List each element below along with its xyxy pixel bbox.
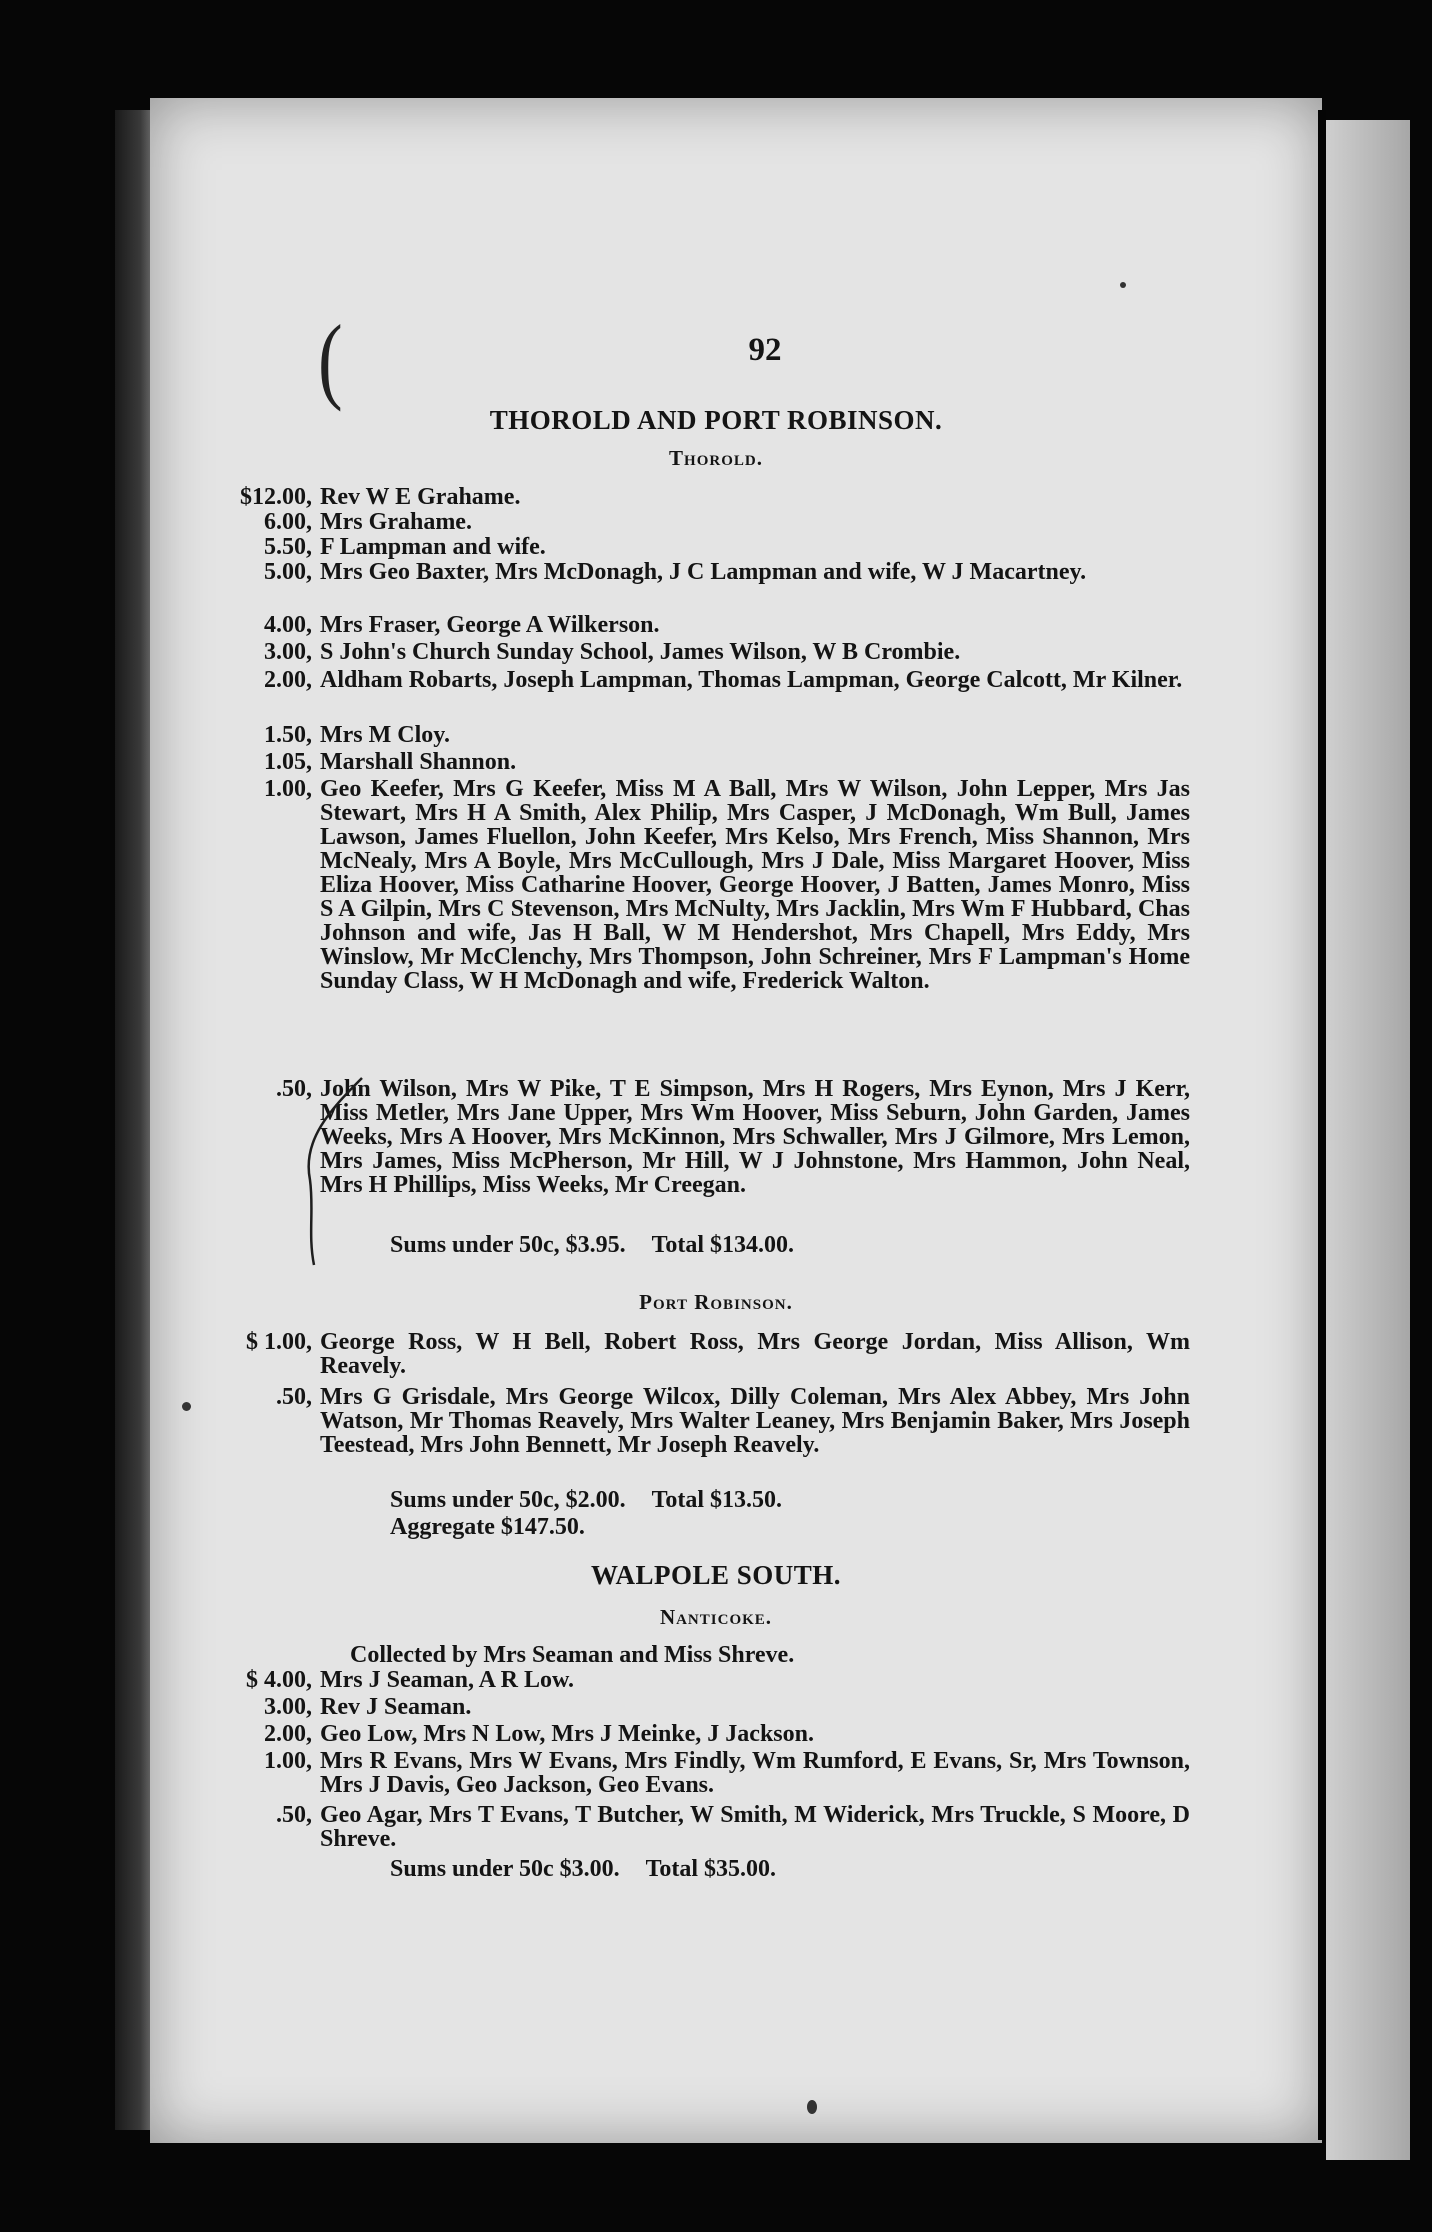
entry-amount: 2.00, (264, 1721, 312, 1747)
walpole-totals (390, 1856, 802, 1883)
list-item (264, 612, 1190, 638)
list-item (276, 1384, 1190, 1458)
walpole-title: WALPOLE SOUTH. (590, 1560, 842, 1590)
entry-names: S John's Church Sunday School, James Wilson, W B Crombie. (320, 639, 961, 665)
entry-amount: 1.00, (264, 776, 312, 802)
list-item (246, 1667, 1190, 1693)
entry-names: Mrs Geo Baxter, Mrs McDonagh, J C Lampman and wife, W J Macartney. (320, 559, 1087, 585)
sums-under: Sums under 50c, $3.95. (390, 1232, 626, 1258)
list-item (240, 484, 1190, 510)
entry-amount: 3.00, (264, 1694, 312, 1720)
thorold-totals (390, 1232, 820, 1259)
list-item (264, 776, 1190, 994)
entry-amount: 1.00, (264, 1748, 312, 1774)
list-item (264, 1721, 1190, 1747)
entry-amount: 5.50, (264, 534, 312, 560)
entry-names: Geo Low, Mrs N Low, Mrs J Meinke, J Jackson. (320, 1721, 814, 1747)
entry-names: Mrs G Grisdale, Mrs George Wilcox, Dilly Coleman, Mrs Alex Abbey, Mrs John Watson, Mr Thomas Reavely, Mrs Walter Leaney, Mrs Benjamin Baker, Mrs Joseph Teestead, Mrs John Bennett, Mr Joseph Reavely. (320, 1384, 1190, 1458)
entry-names: Rev W E Grahame. (320, 484, 521, 510)
entry-amount: 1.50, (264, 722, 312, 748)
port-robinson-heading: Port Robinson. (639, 1290, 793, 1314)
entry-amount: .50, (276, 1384, 312, 1410)
scan-speck (807, 2100, 817, 2114)
entry-names: Aldham Robarts, Joseph Lampman, Thomas Lampman, George Calcott, Mr Kilner. (320, 667, 1183, 693)
entry-names: Geo Keefer, Mrs G Keefer, Miss M A Ball, Mrs W Wilson, John Lepper, Mrs Jas Stewart, Mrs H A Smith, Alex Philip, Mrs Casper, J McDonagh, Wm Bull, James Lawson, James Fluellon, John Keefer, Mrs Kelso, Mrs French, Miss Shannon, Mrs McNealy, Mrs A Boyle, Mrs McCullough, Mrs J Dale, Miss Margaret Hoover, Miss Eliza Hoover, Miss Catharine Hoover, George Hoover, J Batten, James Monro, Miss S A Gilpin, Mrs C Stevenson, Mrs McNulty, Mrs Jacklin, Mrs Wm F Hubbard, Chas Johnson and wife, Jas H Ball, W M Hendershot, Mrs Chapell, Mrs Eddy, Mrs Winslow, Mr McClenchy, Mrs Thompson, John Schreiner, Mrs F Lampman's Home Sunday Class, W H McDonagh and wife, Frederick Walton. (320, 776, 1190, 994)
list-item (264, 667, 1190, 693)
list-item (264, 639, 1190, 665)
entry-names: George Ross, W H Bell, Robert Ross, Mrs George Jordan, Miss Allison, Wm Reavely. (320, 1329, 1190, 1379)
list-item (276, 1076, 1190, 1198)
sums-under: Sums under 50c, $2.00. (390, 1487, 626, 1513)
entry-names: Mrs Grahame. (320, 509, 472, 535)
entry-names: John Wilson, Mrs W Pike, T E Simpson, Mrs H Rogers, Mrs Eynon, Mrs J Kerr, Miss Metler, Mrs Jane Upper, Mrs Wm Hoover, Miss Seburn, John Garden, James Weeks, Mrs A Hoover, Mrs McKinnon, Mrs Schwaller, Mrs J Gilmore, Mrs Lemon, Mrs James, Miss McPherson, Mr Hill, W J Johnstone, Mrs Hammon, John Neal, Mrs H Phillips, Miss Weeks, Mr Creegan. (320, 1076, 1190, 1198)
list-item (264, 749, 1190, 775)
collected-by: Collected by Mrs Seaman and Miss Shreve. (350, 1642, 795, 1668)
total: Total $134.00. (651, 1232, 795, 1258)
scan-speck (1120, 282, 1126, 288)
entry-amount: 6.00, (264, 509, 312, 535)
list-item (264, 722, 1190, 748)
entry-amount: $12.00, (240, 484, 312, 510)
total: Total $13.50. (651, 1487, 783, 1513)
list-item (264, 534, 1190, 560)
entry-amount: $ 1.00, (246, 1329, 312, 1355)
sums-under: Sums under 50c $3.00. (390, 1856, 620, 1882)
list-item (264, 1694, 1190, 1720)
aggregate (390, 1514, 611, 1541)
entry-amount: 2.00, (264, 667, 312, 693)
entry-names: Mrs M Cloy. (320, 722, 450, 748)
list-item (264, 1748, 1190, 1798)
thorold-heading: Thorold. (669, 446, 763, 470)
list-item (264, 509, 1190, 535)
entry-names: Mrs J Seaman, A R Low. (320, 1667, 575, 1693)
entry-names: Rev J Seaman. (320, 1694, 472, 1720)
entry-names: Geo Agar, Mrs T Evans, T Butcher, W Smith, M Widerick, Mrs Truckle, S Moore, D Shreve. (320, 1802, 1190, 1852)
entry-names: Mrs Fraser, George A Wilkerson. (320, 612, 660, 638)
list-item (246, 1329, 1190, 1379)
pencil-curve-mark (300, 1070, 380, 1270)
entry-amount: 5.00, (264, 559, 312, 585)
entry-amount: .50, (276, 1076, 312, 1102)
entry-names: F Lampman and wife. (320, 534, 546, 560)
entry-amount: $ 4.00, (246, 1667, 312, 1693)
total: Total $35.00. (645, 1856, 777, 1882)
section-title: THOROLD AND PORT ROBINSON. (489, 405, 943, 435)
pencil-bracket-mark: ( (318, 306, 343, 414)
entry-names: Marshall Shannon. (320, 749, 517, 775)
entry-names: Mrs R Evans, Mrs W Evans, Mrs Findly, Wm Rumford, E Evans, Sr, Mrs Townson, Mrs J Davis, Geo Jackson, Geo Evans. (320, 1748, 1190, 1798)
list-item (276, 1802, 1190, 1852)
port-robinson-totals (390, 1487, 808, 1514)
entry-amount: 3.00, (264, 639, 312, 665)
scan-speck (182, 1402, 191, 1411)
entry-amount: 4.00, (264, 612, 312, 638)
page-number: 92 (748, 332, 782, 368)
list-item (264, 559, 1190, 585)
entry-amount: 1.05, (264, 749, 312, 775)
entry-amount: .50, (276, 1802, 312, 1828)
aggregate-value: Aggregate $147.50. (390, 1514, 585, 1540)
nanticoke-heading: Nanticoke. (659, 1605, 773, 1629)
